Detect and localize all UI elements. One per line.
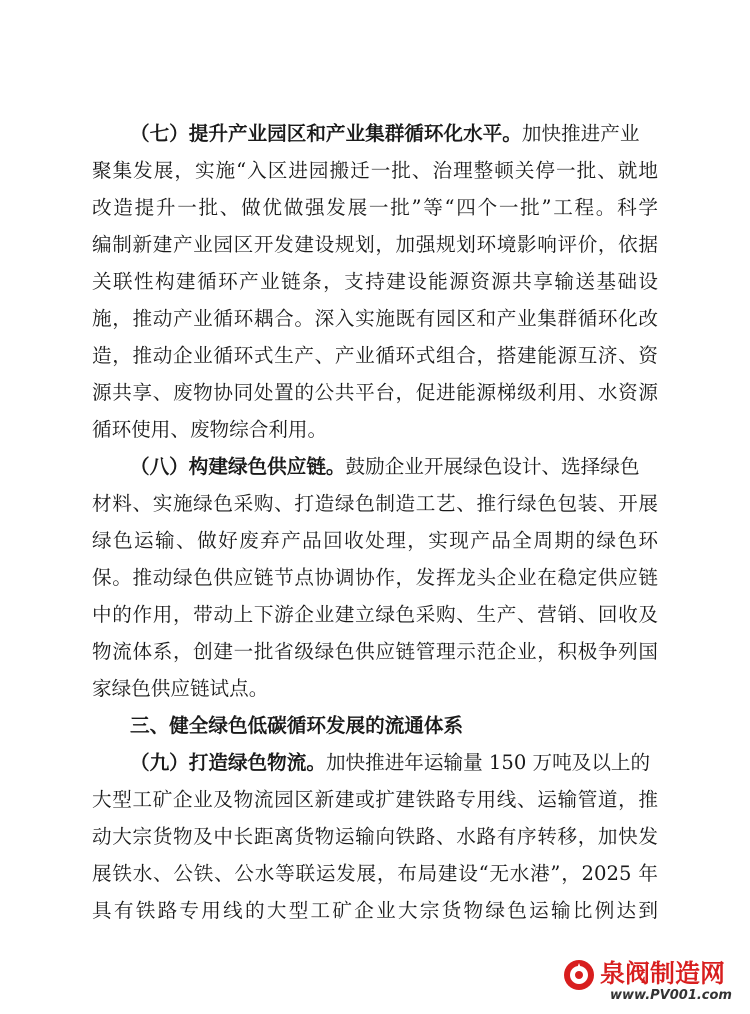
section-9-heading: （九）打造绿色物流。	[130, 751, 326, 774]
body-line: 展铁水、公铁、公水等联运发展，布局建设“无水港”，2025 年	[92, 862, 658, 885]
body-line: 大型工矿企业及物流园区新建或扩建铁路专用线、运输管道，推	[92, 788, 658, 811]
body-line: 绿色运输、做好废弃产品回收处理，实现产品全周期的绿色环	[92, 529, 658, 552]
section-7-first-line	[130, 121, 658, 147]
body-line: 循环使用、废物综合利用。	[92, 418, 328, 441]
section-7-text: 加快推进产业	[521, 122, 640, 145]
valve-logo-icon	[562, 958, 596, 992]
body-line: 编制新建产业园区开发建设规划，加强规划环境影响评价，依据	[92, 233, 658, 256]
body-line: 材料、实施绿色采购、打造绿色制造工艺、推行绿色包装、开展	[92, 492, 658, 515]
section-9-text: 加快推进年运输量 150 万吨及以上的	[325, 751, 651, 774]
body-line: 聚集发展，实施“入区进园搬迁一批、治理整顿关停一批、就地	[92, 159, 658, 182]
watermark-url: www.PV001.com	[610, 988, 732, 1003]
watermark-site-name: 泉阀制造网	[600, 959, 726, 988]
body-line: 施，推动产业循环耦合。深入实施既有园区和产业集群循环化改	[92, 307, 658, 330]
body-line: 家绿色供应链试点。	[92, 677, 269, 700]
body-line: 物流体系，创建一批省级绿色供应链管理示范企业，积极争列国	[92, 640, 658, 663]
body-line: 改造提升一批、做优做强发展一批”等“四个一批”工程。科学	[92, 196, 658, 219]
body-line: 关联性构建循环产业链条，支持建设能源资源共享输送基础设	[92, 270, 658, 293]
body-line: 源共享、废物协同处置的公共平台，促进能源梯级利用、水资源	[92, 381, 658, 404]
section-8-text: 鼓励企业开展绿色设计、选择绿色	[345, 455, 640, 478]
section-9-first-line	[130, 750, 658, 776]
site-watermark[interactable]	[562, 954, 742, 1010]
body-line: 动大宗货物及中长距离货物运输向铁路、水路有序转移，加快发	[92, 825, 658, 848]
body-line: 具有铁路专用线的大型工矿企业大宗货物绿色运输比例达到	[92, 899, 658, 922]
section-8-first-line	[130, 454, 658, 480]
body-line: 中的作用，带动上下游企业建立绿色采购、生产、营销、回收及	[92, 603, 658, 626]
body-line: 保。推动绿色供应链节点协调协作，发挥龙头企业在稳定供应链	[92, 566, 658, 589]
section-8-heading: （八）构建绿色供应链。	[130, 455, 346, 478]
section-title: 三、健全绿色低碳循环发展的流通体系	[130, 714, 464, 737]
body-line: 造，推动企业循环式生产、产业循环式组合，搭建能源互济、资	[92, 344, 658, 367]
section-7-heading: （七）提升产业园区和产业集群循环化水平。	[130, 122, 522, 145]
